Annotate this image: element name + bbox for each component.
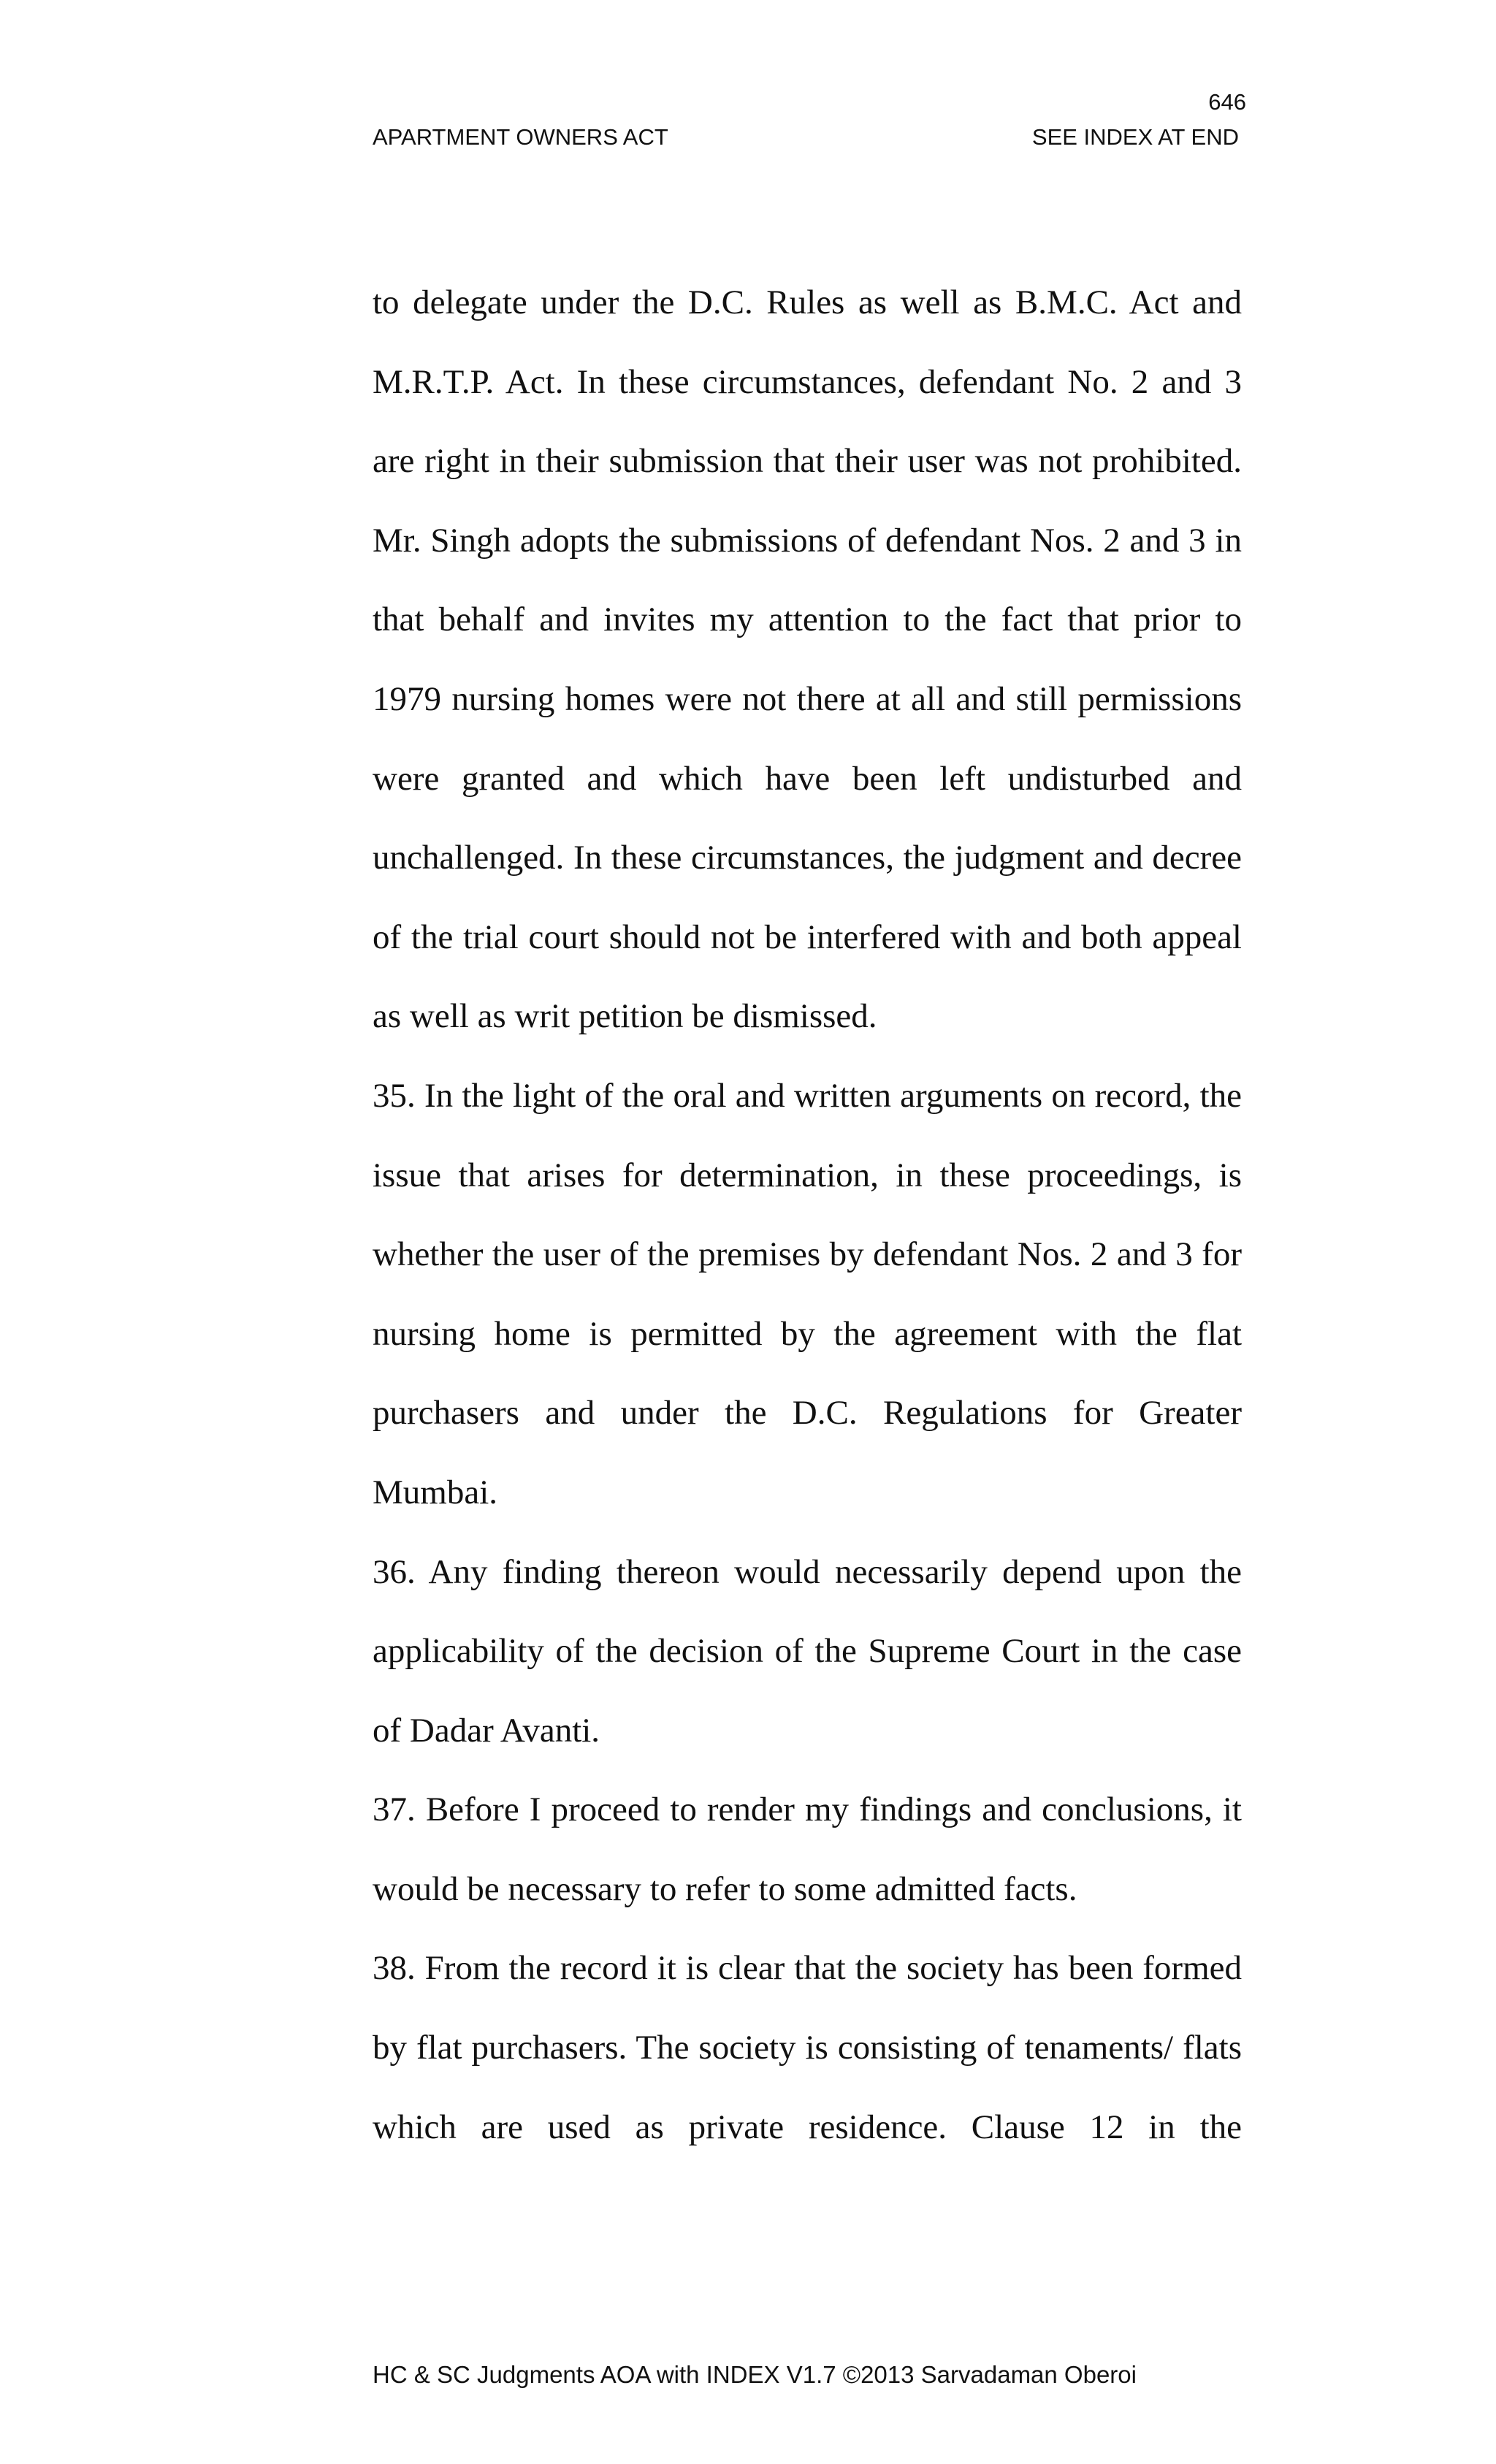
paragraph-38: 38. From the record it is clear that the society has been formed by flat purchasers. The society is consisting of tenaments/ flats which are used as private residence. Clause 12 in the [373,1949,1242,2146]
running-header-index-note: SEE INDEX AT END [1031,124,1239,150]
page-number: 646 [1208,89,1246,115]
judgment-body [373,263,1242,2167]
running-header-title: APARTMENT OWNERS ACT [373,124,668,150]
page-footer: HC & SC Judgments AOA with INDEX V1.7 ©2013 Sarvadaman Oberoi [373,2361,1137,2388]
paragraph-36: 36. Any finding thereon would necessarily depend upon the applicability of the decision of the Supreme Court in the case of Dadar Avanti. [373,1552,1242,1750]
paragraph-37: 37. Before I proceed to render my findings and conclusions, it would be necessary to refer to some admitted facts. [373,1790,1242,1908]
paragraph-continuation: to delegate under the D.C. Rules as well as B.M.C. Act and M.R.T.P. Act. In these circumstances, defendant No. 2 and 3 are right in their submission that their user was not prohibited. Mr. Singh adopts the submissions of defendant Nos. 2 and 3 in that behalf and invites my attention to the fact that prior to 1979 nursing homes were not there at all and still permissions were granted and which have been left undisturbed and unchallenged. In these circumstances, the judgment and decree of the trial court should not be interfered with and both appeal as well as writ petition be dismissed. [373,283,1242,1036]
paragraph-35: 35. In the light of the oral and written arguments on record, the issue that arises for determination, in these proceedings, is whether the user of the premises by defendant Nos. 2 and 3 for nursing home is permitted by the agreement with the flat purchasers and under the D.C. Regulations for Greater Mumbai. [373,1076,1242,1511]
